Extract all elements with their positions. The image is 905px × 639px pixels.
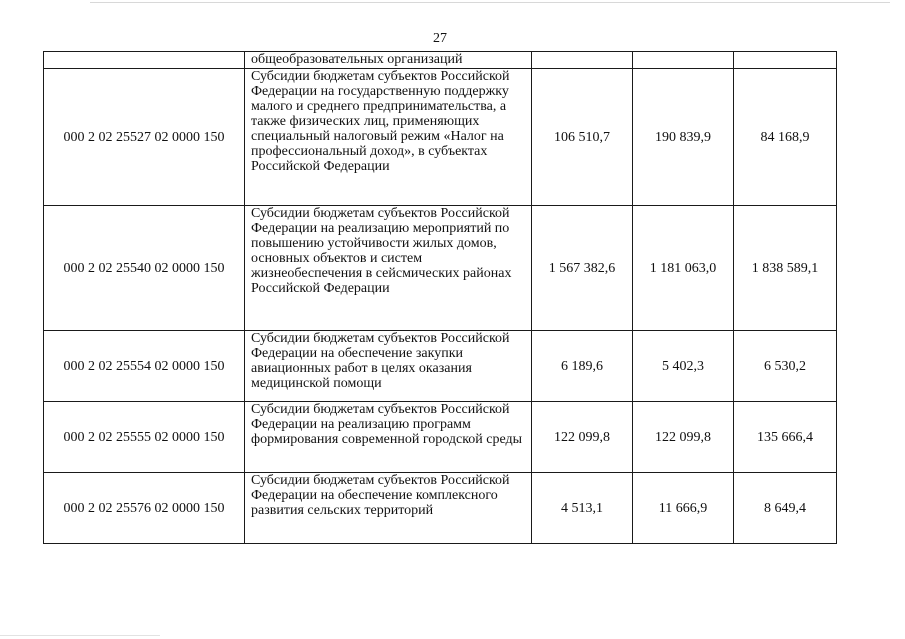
value1-cell: 6 189,6: [532, 331, 633, 402]
page-number: 27: [433, 31, 447, 46]
description-cell: Субсидии бюджетам субъектов Российской Федерации на реализацию мероприятий по повышению устойчивости жилых домов, основных объектов и систем жизнеобеспечения в сейсмических районах Российской Федерации: [245, 206, 532, 331]
description-cell: Субсидии бюджетам субъектов Российской Федерации на обеспечение закупки авиационных работ в целях оказания медицинской помощи: [245, 331, 532, 402]
description-cell: Субсидии бюджетам субъектов Российской Федерации на государственную поддержку малого и среднего предпринимательства, а также физических лиц, применяющих специальный налоговый режим «Налог на профессиональный доход», в субъектах Российской Федерации: [245, 69, 532, 206]
value2-cell: 11 666,9: [633, 473, 734, 544]
description-cell: Субсидии бюджетам субъектов Российской Федерации на реализацию программ формирования современной городской среды: [245, 402, 532, 473]
table-row-continuation: [44, 52, 837, 69]
value2-cell: 1 181 063,0: [633, 206, 734, 331]
value2-cell: [633, 52, 734, 69]
value2-cell: 122 099,8: [633, 402, 734, 473]
value1-cell: 122 099,8: [532, 402, 633, 473]
value1-cell: 4 513,1: [532, 473, 633, 544]
code-cell: [44, 52, 245, 69]
value2-cell: 5 402,3: [633, 331, 734, 402]
value1-cell: 1 567 382,6: [532, 206, 633, 331]
description-cell: общеобразовательных организаций: [245, 52, 532, 69]
code-cell: 000 2 02 25527 02 0000 150: [44, 69, 245, 206]
table-row: [44, 473, 837, 544]
table-row: [44, 331, 837, 402]
budget-table: [43, 51, 837, 544]
code-cell: 000 2 02 25540 02 0000 150: [44, 206, 245, 331]
table-row: [44, 69, 837, 206]
scan-edge-top: [90, 2, 890, 3]
value3-cell: 1 838 589,1: [734, 206, 837, 331]
code-cell: 000 2 02 25554 02 0000 150: [44, 331, 245, 402]
value3-cell: 84 168,9: [734, 69, 837, 206]
scan-edge-bottom: [0, 635, 160, 636]
value3-cell: 6 530,2: [734, 331, 837, 402]
table-row: [44, 206, 837, 331]
value1-cell: [532, 52, 633, 69]
description-cell: Субсидии бюджетам субъектов Российской Федерации на обеспечение комплексного развития сельских территорий: [245, 473, 532, 544]
code-cell: 000 2 02 25555 02 0000 150: [44, 402, 245, 473]
table-row: [44, 402, 837, 473]
value2-cell: 190 839,9: [633, 69, 734, 206]
value1-cell: 106 510,7: [532, 69, 633, 206]
value3-cell: 135 666,4: [734, 402, 837, 473]
value3-cell: 8 649,4: [734, 473, 837, 544]
value3-cell: [734, 52, 837, 69]
code-cell: 000 2 02 25576 02 0000 150: [44, 473, 245, 544]
